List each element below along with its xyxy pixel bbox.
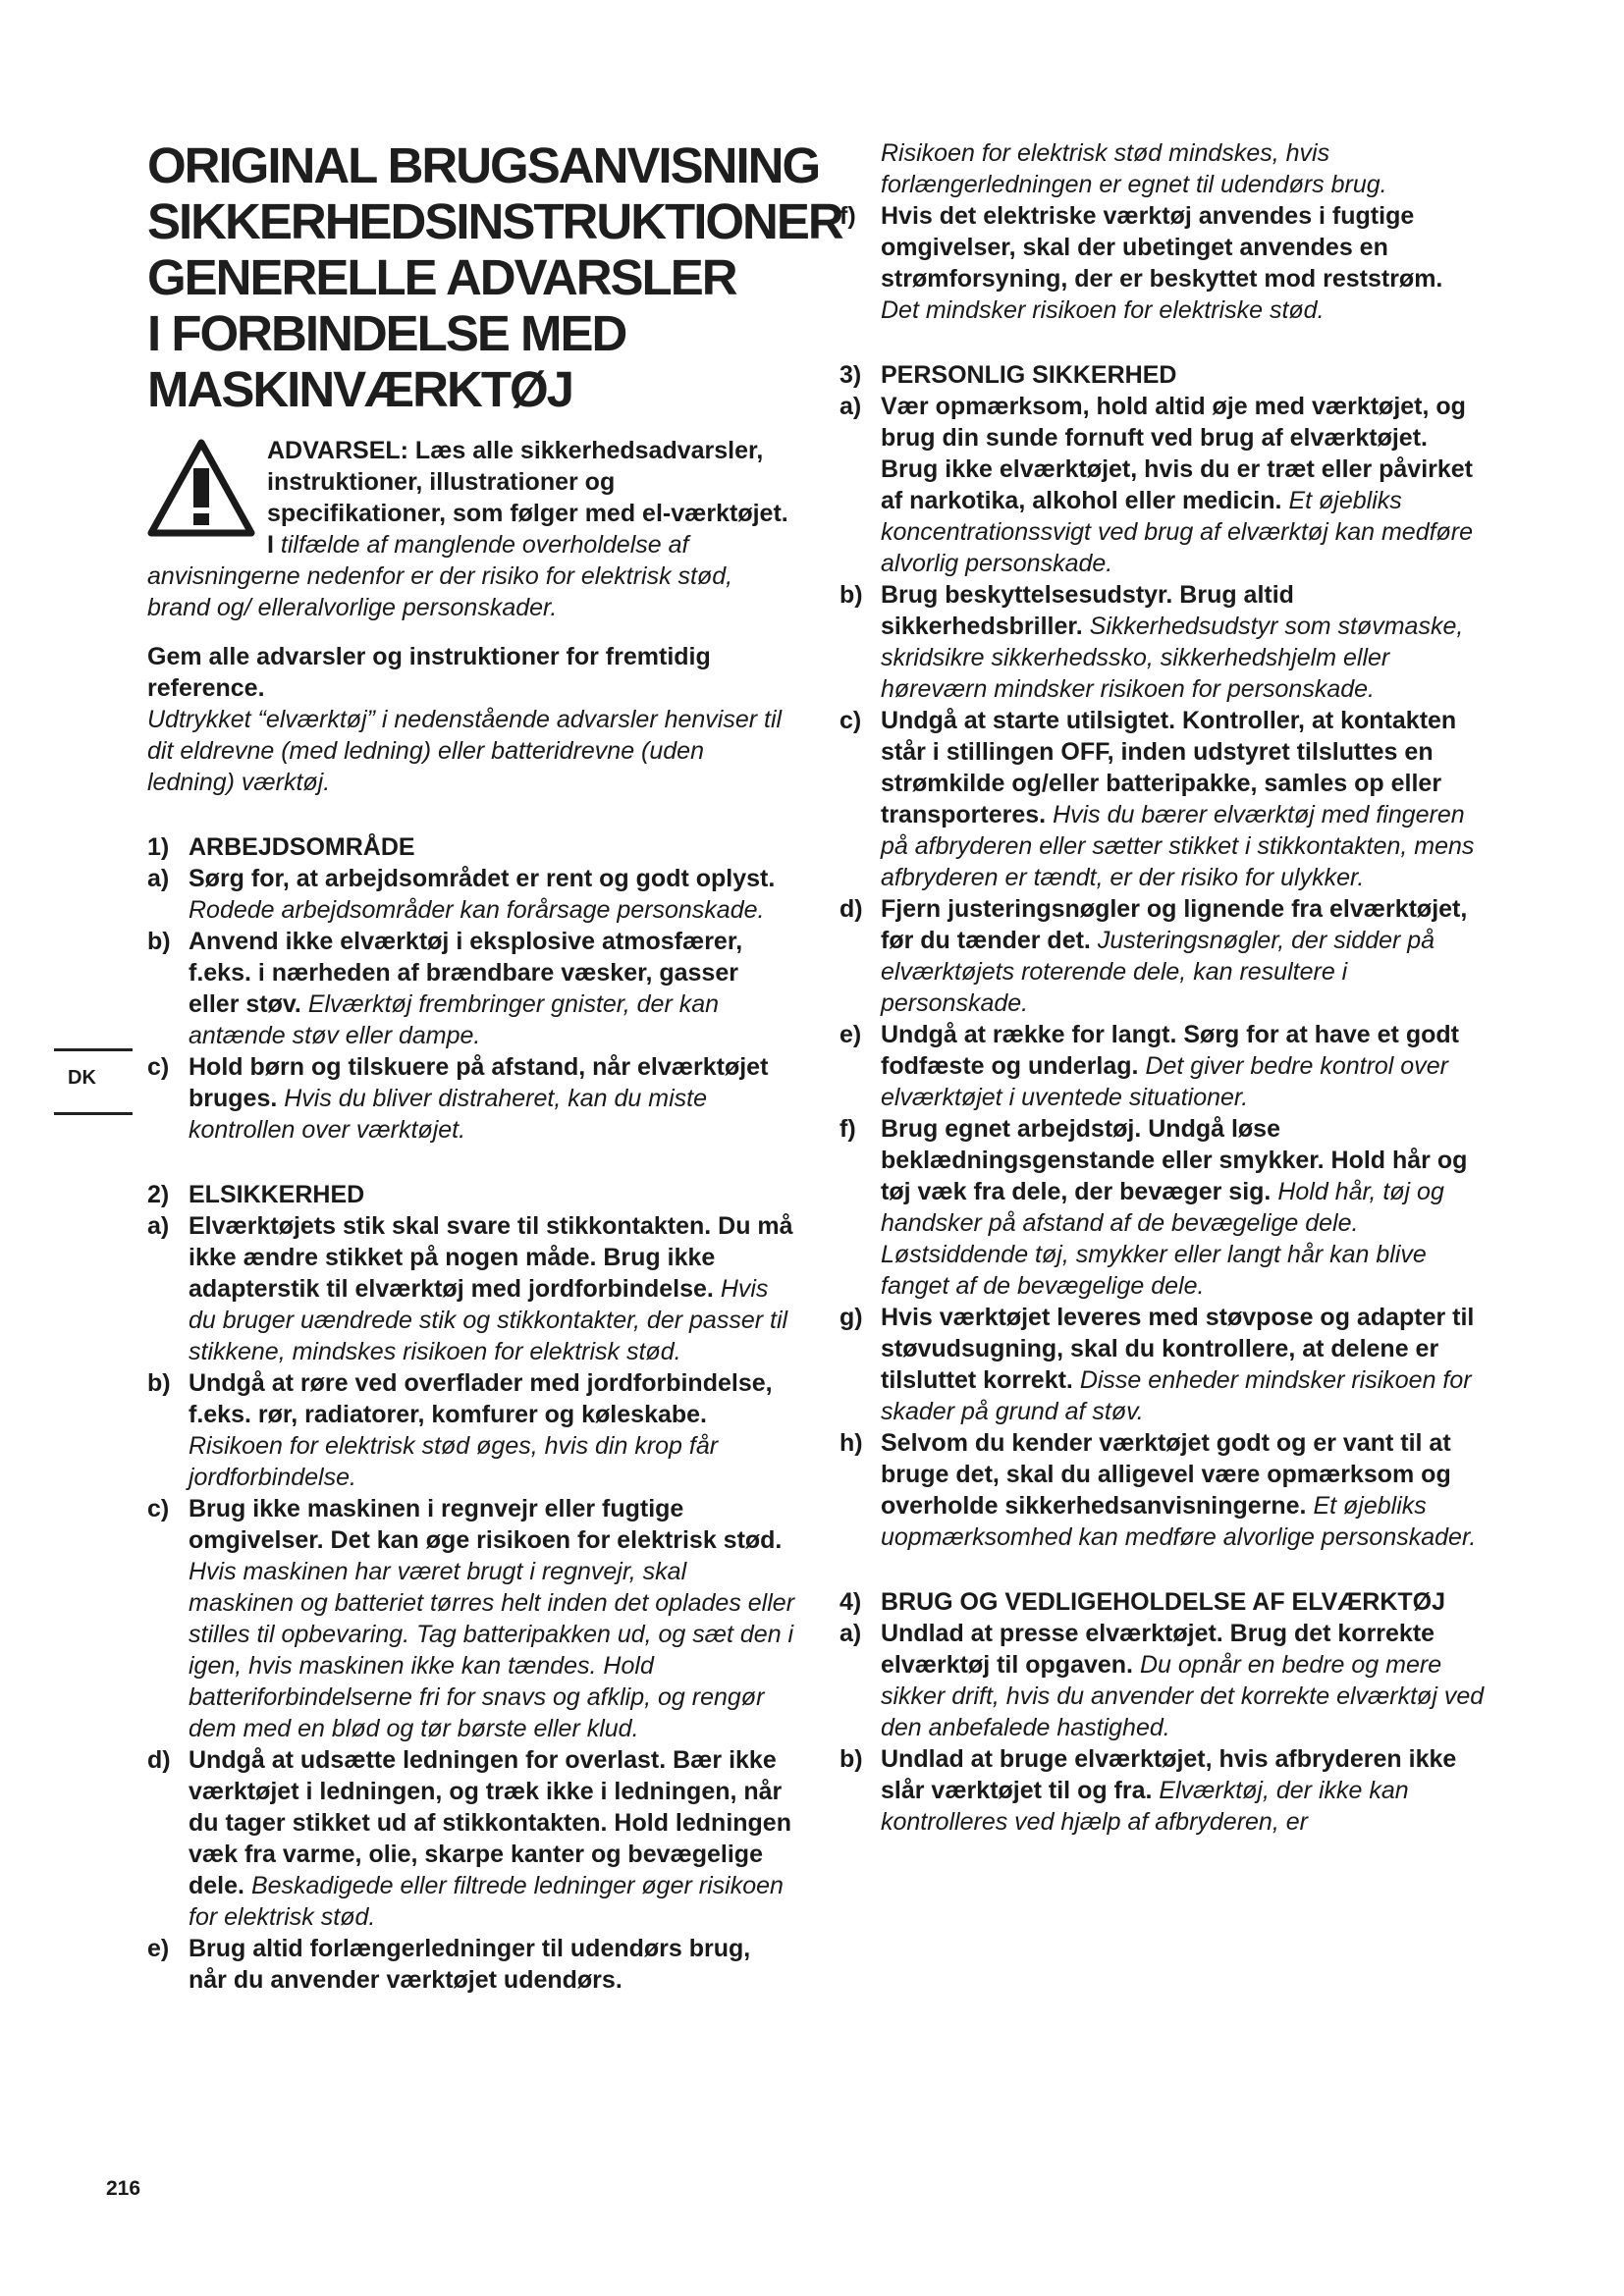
item-italic-text: Et øjebliks koncentrationssvigt ved brug af elværktøj kan medføre alvorlig personskade. <box>881 487 1474 577</box>
item-label: d) <box>839 895 863 923</box>
list-item <box>147 1210 795 1367</box>
item-bold-text: Brug ikke maskinen i regnvejr eller fugtige omgivelser. Det kan øge risikoen for elektrisk stød. <box>189 1495 783 1554</box>
item-label: b) <box>839 1745 863 1773</box>
section-heading-text: BRUG OG VEDLIGEHOLDELSE AF ELVÆRKTØJ <box>881 1588 1446 1616</box>
item-bold-text: Elværktøjets stik skal svare til stikkontakten. Du må ikke ændre stikket på nogen måde. Brug ikke adapterstik til elværktøj med jordforbindelse. <box>189 1212 793 1303</box>
list-item <box>147 1367 795 1493</box>
item-bold-text: Undgå at udsætte ledningen for overlast. Bær ikke værktøjet i ledningen, og træk ikke i ledningen, når du tager stikket ud af stikkontakten. Hold ledningen væk fra varme, olie, skarpe kanter og bevægelige dele. <box>189 1746 791 1899</box>
list-item <box>839 1618 1488 1743</box>
item-italic-text: Det mindsker risikoen for elektriske stød. <box>881 296 1325 324</box>
item-italic-text: Hvis du bliver distraheret, kan du miste kontrollen over værktøjet. <box>189 1085 707 1144</box>
list-item <box>839 391 1488 579</box>
list-item <box>147 1744 795 1933</box>
item-bold-text: Anvend ikke elværktøj i eksplosive atmosfærer, f.eks. i nærheden af brændbare væsker, gasser eller støv. <box>189 928 743 1018</box>
section-number: 3) <box>839 361 862 389</box>
item-label: a) <box>147 1212 170 1240</box>
list-item <box>839 705 1488 893</box>
title-line: MASKINVÆRKTØJ <box>147 361 573 417</box>
item-bold-text: Hvis værktøjet leveres med støvpose og adapter til støvudsugning, skal du kontrollere, at delene er tilsluttet korrekt. <box>881 1304 1475 1394</box>
section <box>839 359 1488 1553</box>
title-line: SIKKERHEDSINSTRUKTIONER <box>147 193 842 249</box>
item-label: b) <box>147 928 171 955</box>
section <box>147 1179 795 1996</box>
list-item <box>147 1493 795 1744</box>
list-item <box>839 579 1488 705</box>
list-item <box>839 1019 1488 1113</box>
list-item <box>839 1427 1488 1553</box>
title-line: I FORBINDELSE MED <box>147 305 626 361</box>
title-line: GENERELLE ADVARSLER <box>147 249 736 305</box>
item-italic-text: Hvis du bærer elværktøj med fingeren på afbryderen eller sætter stikket i stikkontakten, mens afbryderen er tændt, er der risiko for ulykker. <box>881 801 1475 891</box>
item-label: c) <box>147 1495 170 1522</box>
page-number: 216 <box>106 2177 141 2200</box>
list-item <box>147 1051 795 1146</box>
section-heading-text: ELSIKKERHED <box>189 1181 365 1208</box>
list-item <box>839 1743 1488 1838</box>
item-italic-text: Du opnår en bedre og mere sikker drift, hvis du anvender det korrekte elværktøj ved den anbefalede hastighed. <box>881 1651 1485 1741</box>
item-bold-text: Hvis det elektriske værktøj anvendes i fugtige omgivelser, skal der ubetinget anvendes en strømforsyning, der er beskyttet mod reststrøm. <box>881 202 1443 293</box>
item-italic-text: Disse enheder mindsker risikoen for skader på grund af støv. <box>881 1366 1472 1425</box>
section-heading <box>839 1586 1488 1618</box>
item-label: a) <box>839 1620 862 1647</box>
item-bold-text: Undlad at presse elværktøjet. Brug det korrekte elværktøj til opgaven. <box>881 1620 1435 1679</box>
list-item <box>839 200 1488 326</box>
list-item <box>147 926 795 1051</box>
section-number: 1) <box>147 833 170 861</box>
item-bold-text: Hold børn og tilskuere på afstand, når elværktøjet bruges. <box>189 1053 769 1112</box>
section-heading <box>147 831 795 863</box>
section-heading-text: ARBEJDSOMRÅDE <box>189 833 415 861</box>
section-heading <box>147 1179 795 1210</box>
item-bold-text: Undgå at starte utilsigtet. Kontroller, at kontakten står i stillingen OFF, inden udstyret tilsluttes en strømkilde og/eller batteripakke, samles op eller transporteres. <box>881 707 1457 828</box>
item-italic-text: Hvis du bruger uændrede stik og stikkontakter, der passer til stikkene, mindskes risikoen for elektrisk stød. <box>189 1275 788 1365</box>
keep-bold-text: Gem alle advarsler og instruktioner for fremtidig reference. <box>147 643 711 702</box>
section-number: 4) <box>839 1588 862 1616</box>
item-label: g) <box>839 1304 863 1331</box>
item-bold-text: Undgå at række for langt. Sørg for at have et godt fodfæste og underlag. <box>881 1021 1459 1080</box>
item-label: a) <box>147 865 170 892</box>
section-heading-text: PERSONLIG SIKKERHED <box>881 361 1177 389</box>
list-item <box>147 863 795 926</box>
item-label: c) <box>839 707 862 734</box>
item-label: f) <box>839 202 856 230</box>
item-italic-text: Hvis maskinen har været brugt i regnvejr, skal maskinen og batteriet tørres helt inden det oplades eller stilles til opbevaring. Tag batteripakken ud, og sæt den i igen, hvis maskinen ikke kan tændes. Hold batteriforbindelserne fri for snavs og afklip, og rengør dem med en blød og tør børste eller klud. <box>189 1558 795 1742</box>
item-label: b) <box>147 1369 171 1397</box>
list-item <box>839 1302 1488 1427</box>
item-bold-text: Undgå at røre ved overflader med jordforbindelse, f.eks. rør, radiatorer, komfurer og køleskabe. <box>189 1369 773 1428</box>
item-label: f) <box>839 1115 856 1143</box>
item-bold-text: Sørg for, at arbejdsområdet er rent og godt oplyst. <box>189 865 776 892</box>
keep-italic-text: Udtrykket “elværktøj” i nedenstående advarsler henviser til dit eldrevne (med ledning) eller batteridrevne (uden ledning) værktøj. <box>147 706 783 796</box>
item-label: a) <box>839 393 862 420</box>
right-column <box>839 137 1488 1838</box>
item-label: e) <box>147 1935 170 1962</box>
section <box>839 1586 1488 1838</box>
list-item <box>147 1933 795 1996</box>
warning-triangle-icon <box>147 439 255 537</box>
item-bold-text: Vær opmærksom, hold altid øje med værktøjet, og brug din sunde fornuft ved brug af elværktøjet. Brug ikke elværktøjet, hvis du er træt eller påvirket af narkotika, alkohol eller medicin. <box>881 393 1474 514</box>
item-label: e) <box>839 1021 862 1048</box>
item-bold-text: Undlad at bruge elværktøjet, hvis afbryderen ikke slår værktøjet til og fra. <box>881 1745 1457 1804</box>
keep-instructions <box>147 641 795 798</box>
item-italic-text: Elværktøj, der ikke kan kontrolleres ved hjælp af afbryderen, er <box>881 1777 1409 1836</box>
section-heading <box>839 359 1488 391</box>
warning-block <box>147 435 795 623</box>
item-italic-text: Justeringsnøgler, der sidder på elværktøjets roterende dele, kan resultere i personskade. <box>881 927 1435 1017</box>
language-tab <box>54 1048 133 1115</box>
title-line: ORIGINAL BRUGSANVISNING <box>147 137 820 193</box>
item-italic-text: Hold hår, tøj og handsker på afstand af de bevægelige dele. Løstsiddende tøj, smykker eller langt hår kan blive fanget af de bevægelige dele. <box>881 1178 1444 1300</box>
item-bold-text: Fjern justeringsnøgler og lignende fra elværktøjet, før du tænder det. <box>881 895 1468 954</box>
warning-bold-text: ADVARSEL: Læs alle sikkerhedsadvarsler, instruktioner, illustrationer og specifikationer, som følger med el-værktøjet. I <box>267 437 788 559</box>
item-italic-text: Sikkerhedsudstyr som støvmaske, skridsikre sikkerhedssko, sikkerhedshjelm eller høreværn mindsker risikoen for personskade. <box>881 613 1464 703</box>
item-italic-text: Rodede arbejdsområder kan forårsage personskade. <box>189 896 765 924</box>
page-title <box>147 137 842 417</box>
item-label: b) <box>839 581 863 609</box>
item-italic-text: Risikoen for elektrisk stød øges, hvis din krop får jordforbindelse. <box>189 1432 719 1491</box>
item-italic-text: Et øjebliks uopmærksomhed kan medføre alvorlige personskader. <box>881 1492 1477 1551</box>
language-tab-label: DK <box>68 1067 96 1089</box>
item-label: c) <box>147 1053 170 1081</box>
item-label: h) <box>839 1429 863 1457</box>
list-item <box>839 1113 1488 1302</box>
section <box>147 831 795 1146</box>
item-italic-text: Beskadigede eller filtrede ledninger øger risikoen for elektrisk stød. <box>189 1872 784 1931</box>
item-bold-text: Brug altid forlængerledninger til udendørs brug, når du anvender værktøjet udendørs. <box>189 1935 751 1994</box>
item-italic-text: Elværktøj frembringer gnister, der kan antænde støv eller dampe. <box>189 990 720 1049</box>
item-bold-text: Brug egnet arbejdstøj. Undgå løse beklædningsgenstande eller smykker. Hold hår og tøj væk fra dele, der bevæger sig. <box>881 1115 1468 1205</box>
section-number: 2) <box>147 1181 170 1208</box>
list-item <box>839 893 1488 1019</box>
left-column <box>147 137 842 1996</box>
item-continuation: Risikoen for elektrisk stød mindskes, hvis forlængerledningen er egnet til udendørs brug. <box>881 139 1387 198</box>
warning-italic-text: tilfælde af manglende overholdelse af anvisningerne nedenfor er der risiko for elektrisk stød, brand og/ elleralvorlige personskader. <box>147 531 733 621</box>
item-italic-text: Det giver bedre kontrol over elværktøjet i uventede situationer. <box>881 1052 1448 1111</box>
item-bold-text: Brug beskyttelsesudstyr. Brug altid sikkerhedsbriller. <box>881 581 1294 640</box>
item-bold-text: Selvom du kender værktøjet godt og er vant til at bruge det, skal du alligevel være opmærksom og overholde sikkerhedsanvisningerne. <box>881 1429 1451 1520</box>
item-label: d) <box>147 1746 171 1774</box>
